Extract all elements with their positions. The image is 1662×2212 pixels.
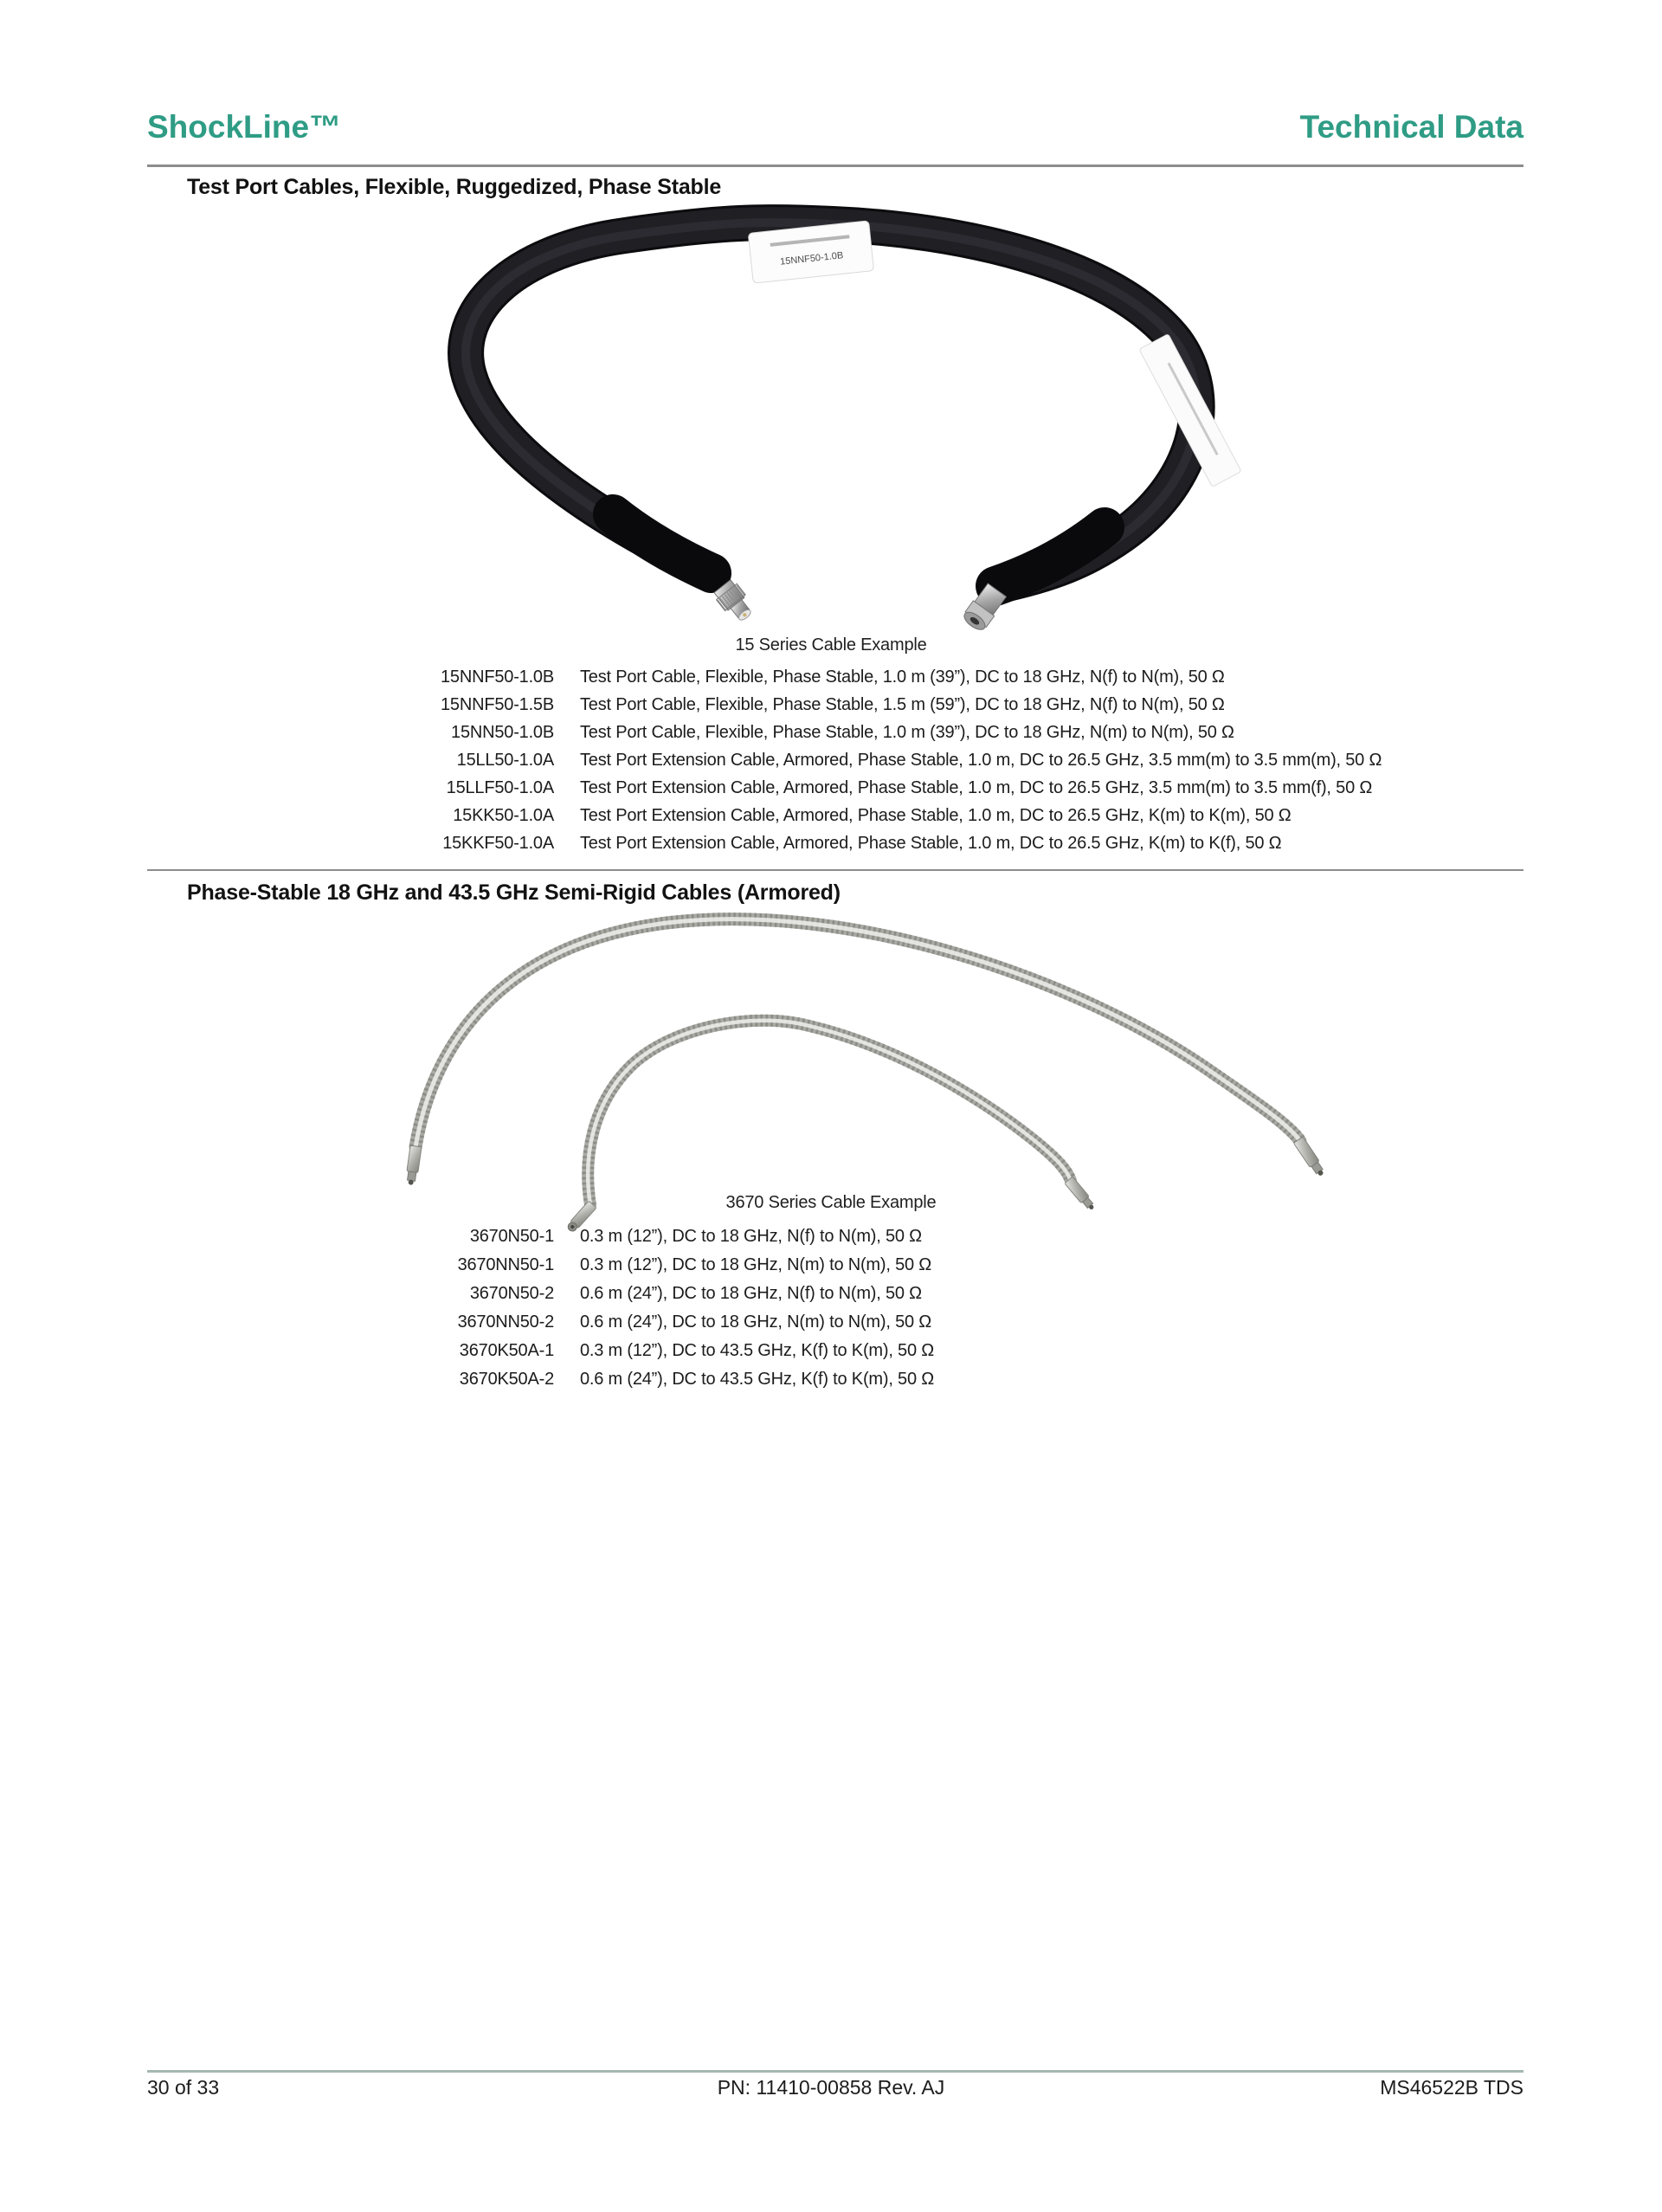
part-description: Test Port Cable, Flexible, Phase Stable, 1.0 m (39”), DC to 18 GHz, N(f) to N(m), 50 Ω [580,667,1225,687]
footer-page-number: 30 of 33 [147,2076,220,2099]
part-row [0,778,1662,806]
part-row [0,723,1662,751]
section-2-heading: Phase-Stable 18 GHz and 43.5 GHz Semi-Rigid Cables (Armored) [187,880,841,905]
part-number: 15LL50-1.0A [456,751,554,770]
part-list-3670-series [0,1227,1662,1398]
footer-rule [147,2070,1524,2073]
part-number: 15NN50-1.0B [451,723,554,742]
part-description: 0.3 m (12”), DC to 18 GHz, N(m) to N(m), 50 Ω [580,1255,932,1274]
header-rule [147,164,1524,167]
cable-end-connector [405,1145,422,1185]
semi-rigid-cables-photo [372,900,1342,1238]
document-type-title: Technical Data [1299,109,1524,145]
part-row [0,1284,1662,1312]
part-description: Test Port Cable, Flexible, Phase Stable, 1.5 m (59”), DC to 18 GHz, N(f) to N(m), 50 Ω [580,695,1225,714]
section-divider-rule [147,869,1524,871]
flexible-cable-photo [390,192,1255,634]
part-row [0,806,1662,834]
cable-id-label-text: 15NNF50-1.0B [779,250,844,268]
part-number: 15KK50-1.0A [453,806,554,825]
brand-title: ShockLine™ [147,109,342,145]
part-description: Test Port Extension Cable, Armored, Phase Stable, 1.0 m, DC to 26.5 GHz, 3.5 mm(m) to 3.5 mm(m), 50 Ω [580,751,1382,770]
part-number: 15LLF50-1.0A [446,778,554,797]
part-row [0,1255,1662,1284]
part-row [0,1370,1662,1398]
part-list-15-series [0,667,1662,861]
part-description: Test Port Extension Cable, Armored, Phase Stable, 1.0 m, DC to 26.5 GHz, K(m) to K(m), 50 Ω [580,806,1292,825]
footer-document-id: MS46522B TDS [1380,2076,1524,2099]
part-description: 0.6 m (24”), DC to 18 GHz, N(f) to N(m), 50 Ω [580,1284,922,1303]
part-row [0,1341,1662,1370]
part-number: 3670NN50-2 [457,1312,554,1332]
part-description: Test Port Extension Cable, Armored, Phase Stable, 1.0 m, DC to 26.5 GHz, 3.5 mm(m) to 3.5 mm(f), 50 Ω [580,778,1373,797]
part-row [0,834,1662,861]
part-number: 15KKF50-1.0A [442,834,554,853]
part-number: 15NNF50-1.5B [441,695,554,714]
figure-2-caption: 3670 Series Cable Example [725,1193,937,1212]
part-number: 3670K50A-1 [459,1341,554,1360]
part-description: Test Port Extension Cable, Armored, Phase Stable, 1.0 m, DC to 26.5 GHz, K(m) to K(f), 50 Ω [580,834,1282,853]
part-number: 3670N50-1 [469,1227,554,1246]
part-number: 3670K50A-2 [459,1370,554,1389]
part-number: 3670NN50-1 [457,1255,554,1274]
left-strain-relief [613,514,712,573]
part-row [0,695,1662,723]
cable-end-connector [1293,1137,1326,1178]
part-row [0,1227,1662,1255]
large-armored-cable [405,919,1327,1186]
section-1-heading: Test Port Cables, Flexible, Ruggedized, Phase Stable [187,175,722,199]
part-row [0,667,1662,695]
part-row [0,1312,1662,1341]
part-number: 3670N50-2 [469,1284,554,1303]
part-description: Test Port Cable, Flexible, Phase Stable, 1.0 m (39”), DC to 18 GHz, N(m) to N(m), 50 Ω [580,723,1234,742]
part-description: 0.6 m (24”), DC to 43.5 GHz, K(f) to K(m), 50 Ω [580,1370,934,1389]
part-description: 0.3 m (12”), DC to 18 GHz, N(f) to N(m), 50 Ω [580,1227,922,1246]
part-description: 0.3 m (12”), DC to 43.5 GHz, K(f) to K(m), 50 Ω [580,1341,934,1360]
part-description: 0.6 m (24”), DC to 18 GHz, N(m) to N(m), 50 Ω [580,1312,932,1332]
part-row [0,751,1662,778]
part-number: 15NNF50-1.0B [441,667,554,687]
figure-1-caption: 15 Series Cable Example [735,635,927,655]
right-strain-relief [995,527,1105,586]
footer-part-number: PN: 11410-00858 Rev. AJ [717,2076,945,2099]
